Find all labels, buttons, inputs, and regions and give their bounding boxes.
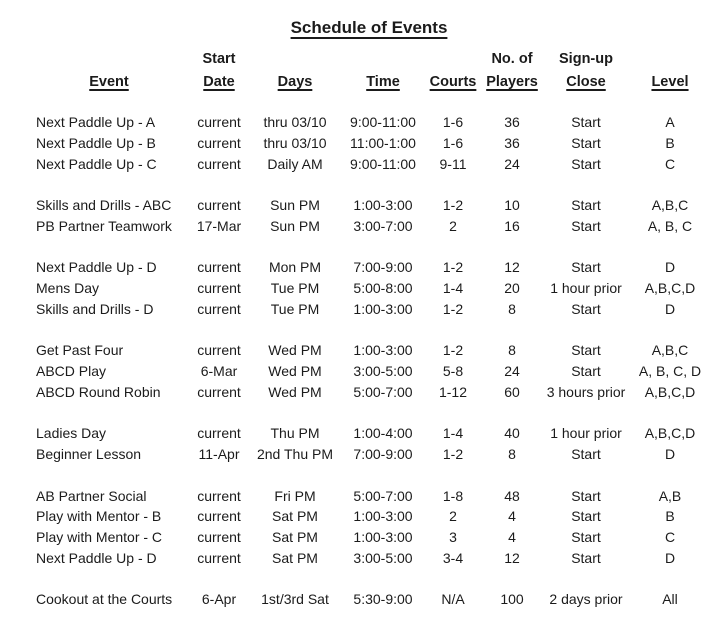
header-courts-cell — [424, 71, 482, 94]
cell-start_date: current — [197, 425, 241, 442]
header-days-cell — [248, 71, 342, 94]
cell-players: 12 — [504, 549, 520, 566]
header-event-top — [28, 48, 190, 71]
cell-start_date: current — [197, 508, 241, 525]
page-title-text: Schedule of Events — [290, 18, 448, 37]
cell-days: Daily AM — [267, 155, 323, 172]
table-row — [28, 154, 710, 175]
cell-start_date: 17-Mar — [196, 217, 242, 234]
cell-signup_close: 1 hour prior — [550, 425, 622, 442]
cell-players: 4 — [508, 508, 516, 525]
cell-time: 3:00-5:00 — [353, 363, 413, 379]
cell-players: 24 — [504, 155, 520, 172]
table-body — [28, 94, 710, 610]
table-row — [28, 423, 710, 444]
cell-start_date: current — [197, 197, 241, 213]
cell-event: Play with Mentor - B — [36, 508, 162, 525]
cell-start_date: current — [197, 342, 241, 359]
cell-signup_close: Start — [571, 508, 601, 525]
table-row — [28, 195, 710, 216]
cell-start_date: current — [197, 529, 241, 545]
cell-start_date: 6-Mar — [200, 363, 238, 379]
header-time-top — [342, 48, 424, 71]
cell-days: Fri PM — [274, 487, 316, 504]
cell-start_date: current — [197, 155, 241, 172]
group-spacer — [28, 403, 710, 424]
cell-days: thru 03/10 — [263, 134, 327, 151]
table-row — [28, 216, 710, 237]
table-header — [28, 48, 710, 94]
group-spacer — [28, 320, 710, 341]
header-start_date-top: Start — [202, 51, 236, 67]
cell-level: C — [664, 155, 676, 172]
cell-time: 5:30-9:00 — [353, 591, 413, 608]
header-signup_close: Close — [566, 74, 606, 90]
header-time-cell — [342, 71, 424, 94]
group-spacer — [28, 465, 710, 486]
cell-time: 3:00-5:00 — [353, 549, 413, 566]
table-row — [28, 133, 710, 154]
cell-courts: N/A — [441, 591, 465, 608]
table-row — [28, 340, 710, 361]
cell-players: 40 — [504, 425, 520, 442]
header-level-cell — [630, 71, 710, 94]
cell-signup_close: Start — [571, 446, 601, 462]
cell-players: 36 — [504, 134, 520, 151]
cell-event: Next Paddle Up - A — [36, 114, 156, 130]
cell-event: AB Partner Social — [36, 487, 147, 504]
cell-courts: 1-2 — [442, 446, 464, 462]
group-spacer — [28, 174, 710, 195]
cell-start_date: current — [197, 280, 241, 296]
cell-players: 36 — [504, 114, 520, 130]
cell-players: 20 — [504, 280, 520, 296]
cell-courts: 1-2 — [442, 300, 464, 317]
cell-courts: 5-8 — [442, 363, 464, 379]
cell-days: Sat PM — [272, 508, 318, 525]
cell-signup_close: Start — [571, 529, 601, 545]
group-spacer — [28, 237, 710, 258]
cell-event: Get Past Four — [36, 342, 124, 359]
table-row — [28, 257, 710, 278]
cell-level: A,B — [658, 487, 682, 504]
table-row — [28, 382, 710, 403]
table-row — [28, 486, 710, 507]
cell-event: ABCD Play — [36, 363, 107, 379]
cell-players: 24 — [504, 363, 520, 379]
cell-event: Next Paddle Up - D — [36, 549, 157, 566]
cell-time: 1:00-3:00 — [353, 508, 413, 525]
header-event-cell — [28, 71, 190, 94]
cell-level: B — [665, 134, 675, 151]
header-courts-top — [424, 48, 482, 71]
cell-courts: 3-4 — [442, 549, 464, 566]
cell-courts: 3 — [449, 529, 457, 545]
cell-days: Sat PM — [272, 549, 318, 566]
cell-signup_close: Start — [571, 549, 601, 566]
cell-event: Skills and Drills - ABC — [36, 197, 172, 213]
header-days-top — [248, 48, 342, 71]
cell-signup_close: Start — [571, 342, 601, 359]
table-row — [28, 589, 710, 610]
cell-courts: 1-2 — [442, 259, 464, 276]
header-row-bottom — [28, 71, 710, 94]
header-days: Days — [277, 74, 313, 90]
table-row — [28, 444, 710, 465]
cell-time: 11:00-1:00 — [350, 134, 416, 151]
cell-level: A,B,C — [651, 197, 689, 213]
cell-players: 48 — [504, 487, 520, 504]
cell-start_date: 6-Apr — [201, 591, 237, 608]
cell-days: thru 03/10 — [263, 114, 327, 130]
cell-time: 7:00-9:00 — [353, 259, 413, 276]
cell-event: Next Paddle Up - C — [36, 155, 157, 172]
cell-event: Ladies Day — [36, 425, 107, 442]
cell-days: Mon PM — [268, 259, 322, 276]
cell-time: 1:00-3:00 — [353, 197, 413, 213]
cell-signup_close: Start — [571, 114, 601, 130]
cell-time: 1:00-4:00 — [353, 425, 413, 442]
cell-days: Wed PM — [268, 363, 322, 379]
cell-signup_close: Start — [571, 134, 601, 151]
cell-signup_close: Start — [571, 155, 601, 172]
cell-time: 1:00-3:00 — [353, 342, 413, 359]
cell-time: 9:00-11:00 — [350, 155, 416, 172]
cell-time: 1:00-3:00 — [353, 300, 413, 317]
table-row — [28, 112, 710, 133]
cell-start_date: current — [197, 383, 241, 400]
header-start_date-cell — [190, 71, 248, 94]
table-row — [28, 548, 710, 569]
table-row — [28, 361, 710, 382]
cell-courts: 1-6 — [442, 134, 464, 151]
cell-courts: 2 — [449, 508, 457, 525]
cell-signup_close: Start — [571, 197, 601, 213]
header-level-top — [630, 48, 710, 71]
cell-event: Cookout at the Courts — [36, 591, 173, 608]
table-row — [28, 506, 710, 527]
cell-players: 16 — [504, 217, 520, 234]
cell-start_date: current — [197, 549, 241, 566]
cell-courts: 1-4 — [442, 280, 464, 296]
header-signup_close-top: Sign-up — [559, 51, 613, 67]
page-title — [28, 16, 710, 40]
cell-time: 9:00-11:00 — [350, 114, 416, 130]
cell-days: Sat PM — [272, 529, 318, 545]
cell-start_date: current — [197, 134, 241, 151]
table-row — [28, 527, 710, 548]
cell-days: Sun PM — [270, 197, 320, 213]
cell-level: D — [664, 446, 676, 462]
cell-start_date: current — [197, 300, 241, 317]
cell-level: A, B, C, D — [638, 363, 702, 379]
header-players: Players — [486, 74, 538, 90]
cell-signup_close: Start — [571, 300, 601, 317]
cell-level: A, B, C — [647, 217, 693, 234]
cell-players: 8 — [508, 446, 516, 462]
cell-signup_close: Start — [571, 217, 601, 234]
cell-event: Play with Mentor - C — [36, 529, 163, 545]
header-signup_close-cell — [542, 71, 630, 94]
header-row-top — [28, 48, 710, 71]
group-spacer — [28, 569, 710, 590]
cell-level: B — [665, 508, 675, 525]
header-time: Time — [366, 74, 400, 90]
cell-signup_close: Start — [571, 259, 601, 276]
header-gap — [28, 94, 710, 112]
cell-days: Wed PM — [268, 342, 322, 359]
cell-start_date: current — [197, 114, 241, 130]
header-event: Event — [89, 74, 129, 90]
cell-courts: 1-2 — [442, 342, 464, 359]
cell-level: All — [662, 591, 678, 608]
cell-days: Tue PM — [270, 300, 320, 317]
cell-event: Beginner Lesson — [36, 446, 142, 462]
cell-event: Mens Day — [36, 280, 100, 296]
cell-courts: 1-8 — [442, 487, 464, 504]
cell-level: A,B,C — [651, 342, 689, 359]
header-players-cell — [482, 71, 542, 94]
cell-time: 7:00-9:00 — [353, 446, 413, 462]
cell-signup_close: 3 hours prior — [546, 383, 626, 400]
cell-days: Sun PM — [270, 217, 320, 234]
cell-signup_close: Start — [571, 363, 601, 379]
cell-courts: 1-2 — [442, 197, 464, 213]
cell-days: Tue PM — [270, 280, 320, 296]
cell-courts: 1-6 — [442, 114, 464, 130]
cell-event: Next Paddle Up - B — [36, 134, 156, 151]
schedule-table — [28, 48, 710, 610]
cell-courts: 1-4 — [442, 425, 464, 442]
cell-level: A — [665, 114, 675, 130]
cell-event: ABCD Round Robin — [36, 383, 161, 400]
table-row — [28, 278, 710, 299]
cell-time: 5:00-7:00 — [353, 487, 413, 504]
cell-level: C — [664, 529, 676, 545]
cell-signup_close: 1 hour prior — [550, 280, 622, 296]
cell-players: 8 — [508, 342, 516, 359]
header-players-top: No. of — [491, 51, 533, 67]
cell-time: 5:00-7:00 — [353, 383, 413, 400]
header-courts: Courts — [429, 74, 477, 90]
cell-start_date: 11-Apr — [198, 446, 240, 462]
cell-level: A,B,C,D — [644, 425, 696, 442]
cell-level: A,B,C,D — [644, 383, 696, 400]
cell-days: 2nd Thu PM — [256, 446, 333, 462]
cell-start_date: current — [197, 487, 241, 504]
cell-courts: 9-11 — [439, 155, 467, 172]
cell-level: D — [664, 300, 676, 317]
cell-players: 8 — [508, 300, 516, 317]
cell-event: PB Partner Teamwork — [36, 217, 172, 234]
cell-level: D — [664, 549, 676, 566]
table-row — [28, 299, 710, 320]
cell-level: D — [664, 259, 676, 276]
cell-courts: 2 — [449, 217, 457, 234]
cell-level: A,B,C,D — [644, 280, 696, 296]
cell-courts: 1-12 — [438, 383, 468, 400]
cell-time: 1:00-3:00 — [353, 529, 413, 545]
header-level: Level — [651, 74, 689, 90]
cell-players: 12 — [504, 259, 520, 276]
cell-time: 3:00-7:00 — [353, 217, 413, 234]
cell-signup_close: 2 days prior — [549, 591, 623, 608]
header-start_date: Date — [203, 74, 235, 90]
cell-days: 1st/3rd Sat — [261, 591, 329, 608]
cell-players: 4 — [508, 529, 516, 545]
cell-event: Skills and Drills - D — [36, 300, 154, 317]
cell-players: 60 — [504, 383, 520, 400]
cell-players: 10 — [504, 197, 520, 213]
cell-days: Thu PM — [270, 425, 320, 442]
cell-signup_close: Start — [571, 487, 601, 504]
cell-start_date: current — [197, 259, 241, 276]
cell-days: Wed PM — [268, 383, 322, 400]
cell-players: 100 — [500, 591, 524, 608]
cell-time: 5:00-8:00 — [353, 280, 413, 296]
cell-event: Next Paddle Up - D — [36, 259, 157, 276]
